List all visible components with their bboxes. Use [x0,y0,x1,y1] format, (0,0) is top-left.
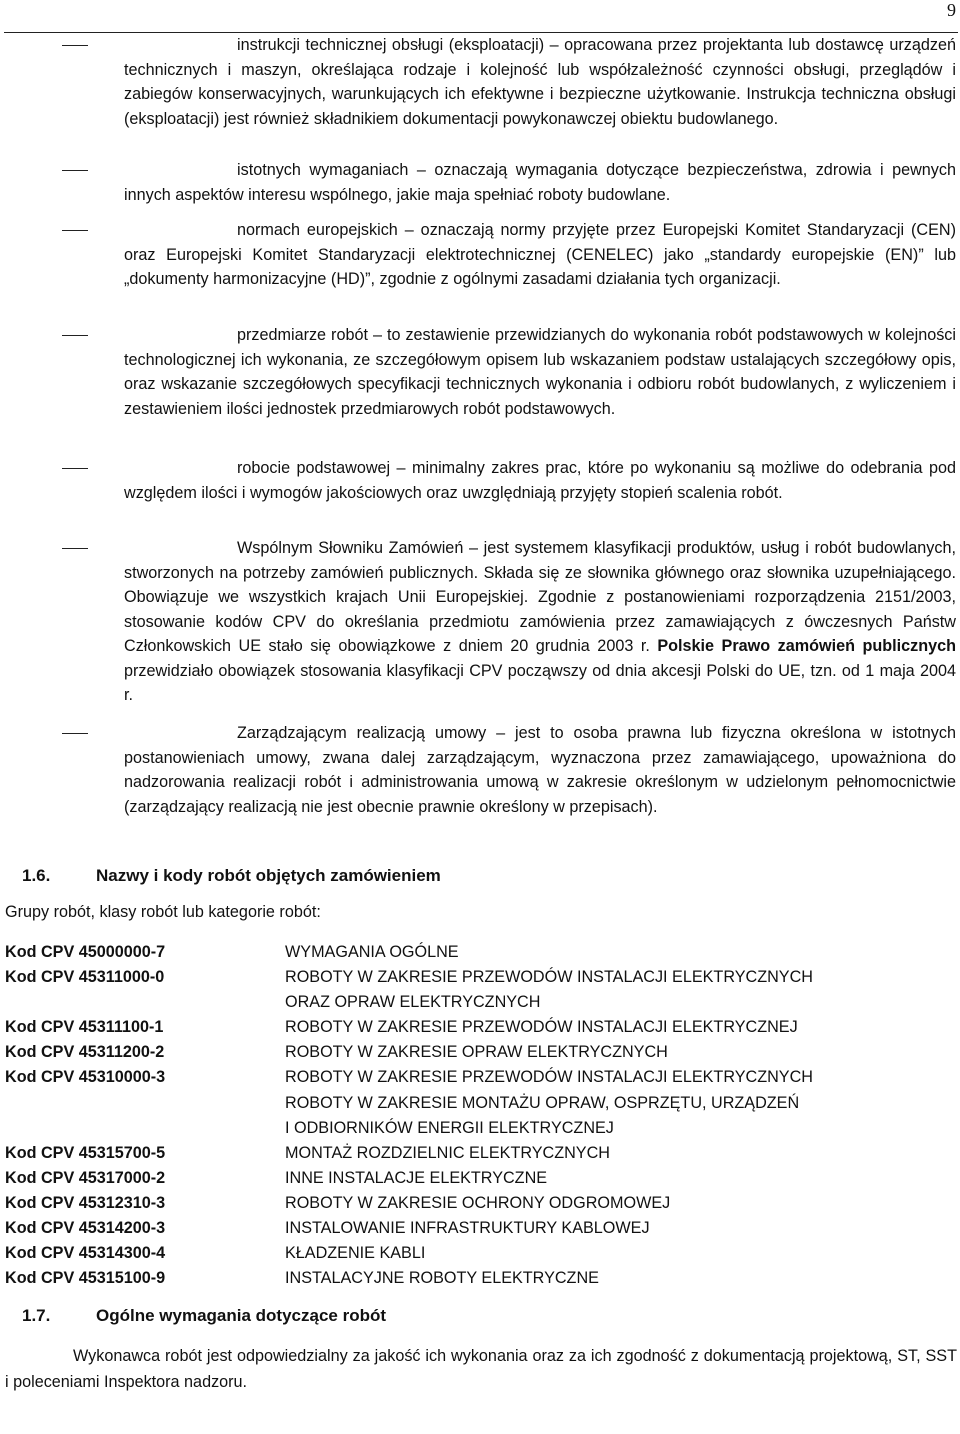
section-title: Nazwy i kody robót objętych zamówieniem [96,866,441,885]
cpv-row [5,1065,960,1090]
cpv-description: WYMAGANIA OGÓLNE [285,943,459,961]
definition-text [124,456,956,505]
cpv-description: INSTALOWANIE INFRASTRUKTURY KABLOWEJ [285,1219,650,1238]
cpv-description: ROBOTY W ZAKRESIE PRZEWODÓW INSTALACJI ELEKTRYCZNYCH [285,968,813,987]
cpv-code [5,990,285,1015]
cpv-row [5,1116,960,1141]
definition-item [0,456,956,505]
cpv-code: Kod CPV 45000000-7 [5,943,166,961]
cpv-description: ROBOTY W ZAKRESIE MONTAŻU OPRAW, OSPRZĘTU, URZĄDZEŃ [285,1093,800,1112]
dash-bullet [62,45,88,46]
cpv-code: Kod CPV 45312310-3 [5,1193,166,1212]
cpv-row [5,965,960,990]
dash-bullet [62,230,88,231]
definition-text [124,323,956,421]
definition-body: Wspólnym Słowniku Zamówień – jest systemem klasyfikacji produktów, usług i robót budowlanych, stworzonych na potrzeby zamówień publicznych. Składa się ze słownika głównego oraz słownika uzupełniającego. Obowiązuje we wszystkich krajach Unii Europejskiej. Zgodnie z postanowieniami rozporządzenia 2151/2003, stosowanie kodów CPV do określania przedmiotu zamówienia przez zamawiających z ówczesnych Państw Członkowskich UE stało się obowiązkowe z dniem 20 grudnia 2003 r. [124,539,956,655]
final-paragraph-text: Wykonawca robót jest odpowiedzialny za jakość ich wykonania oraz za ich zgodność z dokumentacją projektową, ST, SST i poleceniami Inspektora nadzoru. [5,1347,957,1391]
cpv-description: ROBOTY W ZAKRESIE OPRAW ELEKTRYCZNYCH [285,1043,668,1062]
dash-bullet [62,733,88,734]
cpv-row [5,1241,960,1266]
bold-phrase: Polskie Prawo zamówień publicznych [657,637,956,655]
dash-bullet [62,335,88,336]
section-title: Ogólne wymagania dotyczące robót [96,1306,387,1325]
definition-body: robocie podstawowej – minimalny zakres prac, które po wykonaniu są możliwe do odebrania pod względem ilości i wymogów jakościowych oraz uwzględniają przyjęty stopień scalenia robót. [124,459,956,502]
definition-item [0,33,956,131]
cpv-description: ROBOTY W ZAKRESIE PRZEWODÓW INSTALACJI ELEKTRYCZNEJ [285,1018,798,1037]
cpv-code: Kod CPV 45317000-2 [5,1168,166,1187]
definition-text [124,721,956,819]
definition-body: przedmiarze robót – to zestawienie przewidzianych do wykonania robót podstawowych w kolejności technologicznej ich wykonania, ze szczegółowym opisem lub wskazaniem podstaw ustalających szczegółowy opis, oraz wskazanie szczegółowych specyfikacji technicznych wykonania i odbioru robót budowlanych, z wyliczeniem i zestawieniem ilości jednostek przedmiarowych robót podstawowych. [124,326,956,418]
cpv-description: ORAZ OPRAW ELEKTRYCZNYCH [285,993,541,1012]
cpv-code [5,1091,285,1116]
definition-item [0,218,956,292]
cpv-code: Kod CPV 45315100-9 [5,1269,166,1288]
cpv-row [5,1166,960,1191]
cpv-description: MONTAŻ ROZDZIELNIC ELEKTRYCZNYCH [285,1143,610,1162]
cpv-description: ROBOTY W ZAKRESIE PRZEWODÓW INSTALACJI ELEKTRYCZNYCH [285,1068,813,1087]
cpv-row [5,1216,960,1241]
definition-text [124,33,956,131]
cpv-row [5,1141,960,1166]
cpv-row [5,990,960,1015]
dash-bullet [62,548,88,549]
definition-tail: przewidziało obowiązek stosowania klasyfikacji CPV począwszy od dnia akcesji Polski do UE, tzn. od 1 maja 2004 r. [124,661,956,704]
definition-item [0,721,956,819]
cpv-code: Kod CPV 45314200-3 [5,1219,166,1238]
groups-label: Grupy robót, klasy robót lub kategorie robót: [5,903,321,921]
definition-item [0,536,956,708]
cpv-description: ROBOTY W ZAKRESIE OCHRONY ODGROMOWEJ [285,1193,671,1212]
cpv-code: Kod CPV 45311200-2 [5,1043,165,1062]
cpv-code: Kod CPV 45314300-4 [5,1244,166,1263]
cpv-code: Kod CPV 45310000-3 [5,1068,166,1087]
cpv-description: I ODBIORNIKÓW ENERGII ELEKTRYCZNEJ [285,1118,614,1137]
cpv-code [5,1116,285,1141]
definition-item [0,323,956,421]
definition-text [124,158,956,207]
section-heading-1-6 [22,866,441,886]
definition-body: istotnych wymaganiach – oznaczają wymagania dotyczące bezpieczeństwa, zdrowia i pewnych innych aspektów interesu wspólnego, jakie maja spełniać roboty budowlane. [124,161,956,204]
definition-item [0,158,956,207]
cpv-description: INNE INSTALACJE ELEKTRYCZNE [285,1168,548,1187]
cpv-code-table [5,940,960,1291]
cpv-code: Kod CPV 45311000-0 [5,968,165,987]
definition-body: instrukcji technicznej obsługi (eksploatacji) – opracowana przez projektanta lub dostawcę urządzeń technicznych i maszyn, określająca rodzaje i kolejność lub współzależność czynności obsługi, przeglądów i zabiegów konserwacyjnych, warunkujących ich efektywne i bezpieczne użytkowanie. Instrukcja techniczna obsługi (eksploatacji) jest również składnikiem dokumentacji powykonawczej obiektu budowlanego. [124,36,956,128]
dash-bullet [62,468,88,469]
section-number: 1.7. [22,1306,51,1325]
cpv-row [5,1015,960,1040]
cpv-description: INSTALACYJNE ROBOTY ELEKTRYCZNE [285,1269,599,1288]
section-number: 1.6. [22,866,51,885]
definition-body: Zarządzającym realizacją umowy – jest to osoba prawna lub fizyczna określona w istotnych postanowieniach umowy, zwana dalej zarządzającym, wyznaczona przez zamawiającego, upoważniona do nadzorowania realizacji robót i administrowania umową w zakresie określonym w udzielonym pełnomocnictwie (zarządzający realizacją nie jest obecnie prawnie określony w przepisach). [124,724,956,816]
cpv-row [5,1091,960,1116]
cpv-code: Kod CPV 45311100-1 [5,1018,164,1037]
dash-bullet [62,170,88,171]
cpv-row [5,940,960,965]
final-paragraph [5,1343,957,1395]
cpv-row [5,1266,960,1291]
cpv-code: Kod CPV 45315700-5 [5,1143,166,1162]
definition-text [124,536,956,708]
cpv-row [5,1040,960,1065]
cpv-row [5,1191,960,1216]
page-number: 9 [947,0,956,20]
section-heading-1-7 [22,1306,386,1326]
definition-text [124,218,956,292]
cpv-description: KŁADZENIE KABLI [285,1244,426,1263]
definition-body: normach europejskich – oznaczają normy przyjęte przez Europejski Komitet Standaryzacji (CEN) oraz Europejski Komitet Standaryzacji elektrotechnicznej (CENELEC) jako „standardy europejskie (EN)” lub „dokumenty harmonizacyjne (HD)”, zgodnie z ogólnymi zasadami działania tych organizacji. [124,221,956,288]
